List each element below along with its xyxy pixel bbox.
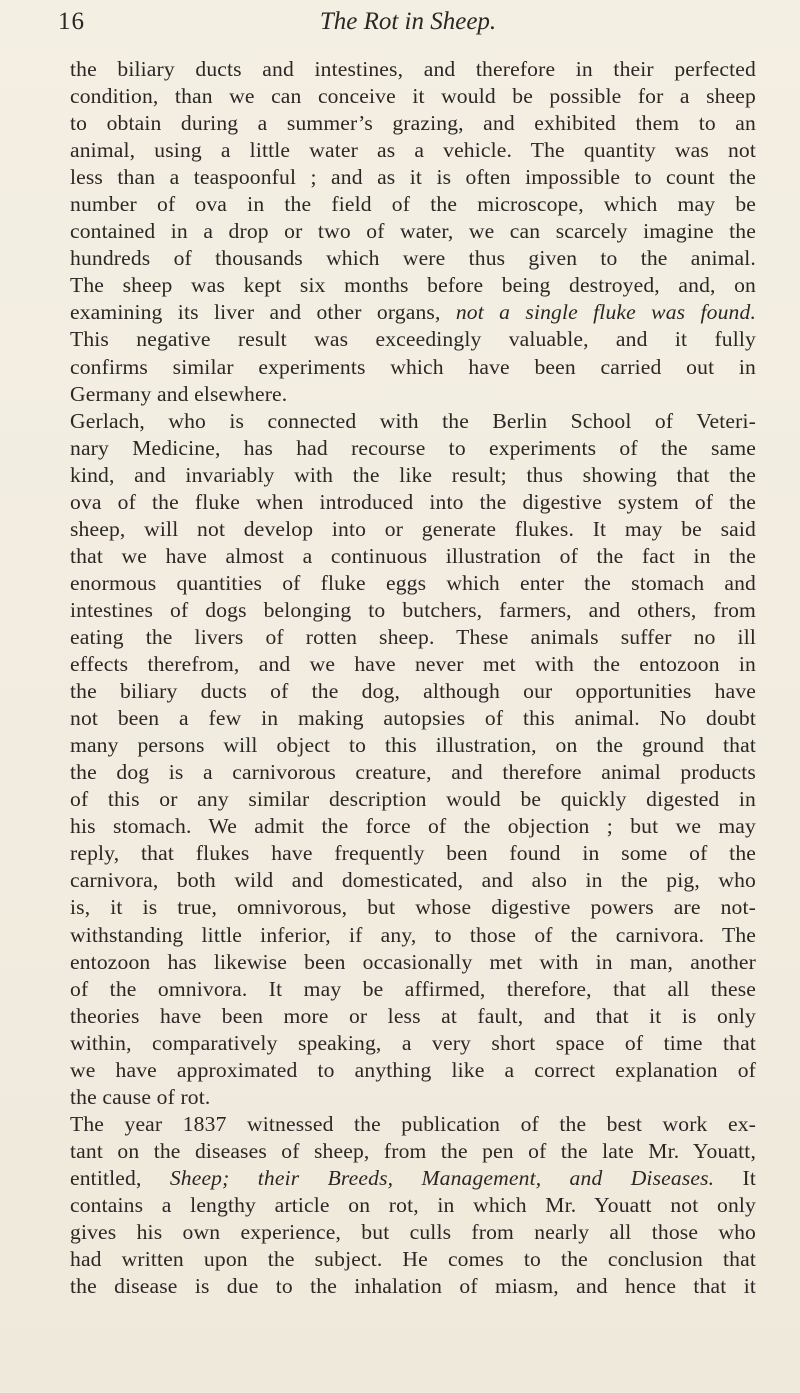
- text-line: [70, 1192, 756, 1219]
- text-line: [70, 624, 756, 651]
- text-segment: ova of the fluke when introduced into the digestive system of the: [70, 489, 756, 514]
- text-segment: sheep, will not develop into or generate flukes. It may be said: [70, 516, 756, 541]
- text-line: [70, 83, 756, 110]
- text-line: [70, 1030, 756, 1057]
- text-line: [70, 218, 756, 245]
- text-segment: examining its liver and other organs,: [70, 300, 456, 325]
- text-line: [70, 705, 756, 732]
- text-line: [70, 1165, 756, 1192]
- text-line: [70, 408, 756, 435]
- text-line: [70, 56, 756, 83]
- text-segment: animal, using a little water as a vehicle. The quantity was not: [70, 138, 756, 163]
- italic-text: Sheep; their Breeds, Management, and Diseases.: [169, 1165, 715, 1190]
- text-line: [70, 976, 756, 1003]
- text-segment: This negative result was exceedingly valuable, and it fully: [70, 327, 756, 352]
- text-segment: Gerlach, who is connected with the Berlin School of Veteri-: [70, 408, 756, 433]
- text-line: [70, 272, 756, 299]
- text-segment: the biliary ducts of the dog, although our opportunities have: [70, 679, 756, 704]
- text-line: [70, 435, 756, 462]
- text-segment: Germany and elsewhere.: [70, 381, 288, 406]
- text-segment: the cause of rot.: [70, 1084, 211, 1109]
- text-segment: confirms similar experiments which have been carried out in: [70, 354, 756, 379]
- text-line: [70, 1246, 756, 1273]
- text-segment: contained in a drop or two of water, we can scarcely imagine the: [70, 219, 756, 244]
- text-segment: theories have been more or less at fault, and that it is only: [70, 1003, 756, 1028]
- text-line: [70, 110, 756, 137]
- text-line: [70, 1138, 756, 1165]
- text-line: [70, 245, 756, 272]
- text-segment: the disease is due to the inhalation of miasm, and hence that it: [70, 1274, 756, 1299]
- text-segment: many persons will object to this illustration, on the ground that: [70, 733, 756, 758]
- text-line: [70, 462, 756, 489]
- text-line: [70, 678, 756, 705]
- text-line: [70, 1219, 756, 1246]
- text-line: [70, 191, 756, 218]
- text-segment: eating the livers of rotten sheep. These animals suffer no ill: [70, 624, 756, 649]
- text-line: [70, 164, 756, 191]
- text-segment: gives his own experience, but culls from nearly all those who: [70, 1220, 756, 1245]
- text-line: [70, 354, 756, 381]
- text-segment: condition, than we can conceive it would be possible for a sheep: [70, 84, 756, 109]
- text-line: [70, 299, 756, 326]
- text-segment: It: [714, 1165, 756, 1190]
- text-segment: carnivora, both wild and domesticated, and also in the pig, who: [70, 868, 756, 893]
- text-line: [70, 381, 756, 408]
- text-line: [70, 840, 756, 867]
- text-segment: that we have almost a continuous illustration of the fact in the: [70, 543, 756, 568]
- text-segment: tant on the diseases of sheep, from the pen of the late Mr. Youatt,: [70, 1138, 756, 1163]
- text-segment: his stomach. We admit the force of the objection ; but we may: [70, 814, 756, 839]
- text-line: [70, 1084, 756, 1111]
- running-title: The Rot in Sheep.: [319, 8, 497, 35]
- text-segment: had written upon the subject. He comes to the conclusion that: [70, 1247, 756, 1272]
- text-line: [70, 732, 756, 759]
- text-segment: reply, that flukes have frequently been found in some of the: [70, 841, 756, 866]
- text-line: [70, 786, 756, 813]
- text-line: [70, 1111, 756, 1138]
- text-segment: hundreds of thousands which were thus given to the animal.: [70, 246, 756, 271]
- text-line: [70, 759, 756, 786]
- text-segment: the biliary ducts and intestines, and therefore in their perfected: [70, 57, 756, 81]
- text-line: [70, 597, 756, 624]
- text-segment: is, it is true, omnivorous, but whose digestive powers are not-: [70, 895, 756, 920]
- text-segment: The sheep was kept six months before being destroyed, and, on: [70, 273, 756, 298]
- text-segment: intestines of dogs belonging to butchers, farmers, and others, from: [70, 597, 756, 622]
- text-segment: entozoon has likewise been occasionally met with in man, another: [70, 949, 756, 974]
- text-segment: within, comparatively speaking, a very short space of time that: [70, 1030, 756, 1055]
- text-line: [70, 326, 756, 353]
- text-line: [70, 489, 756, 516]
- body-text: [70, 56, 756, 1300]
- text-segment: to obtain during a summer’s grazing, and exhibited them to an: [70, 111, 756, 136]
- page-header: [58, 8, 758, 42]
- text-segment: effects therefrom, and we have never met with the entozoon in: [70, 652, 756, 677]
- italic-text: not a single fluke was found.: [455, 300, 756, 325]
- text-line: [70, 137, 756, 164]
- text-line: [70, 543, 756, 570]
- text-segment: the dog is a carnivorous creature, and therefore animal products: [70, 760, 756, 785]
- text-segment: enormous quantities of fluke eggs which enter the stomach and: [70, 570, 756, 595]
- text-segment: less than a teaspoonful ; and as it is often impossible to count the: [70, 165, 756, 190]
- text-line: [70, 867, 756, 894]
- text-line: [70, 651, 756, 678]
- text-segment: not been a few in making autopsies of this animal. No doubt: [70, 706, 756, 731]
- text-segment: nary Medicine, has had recourse to experiments of the same: [70, 435, 756, 460]
- text-segment: entitled,: [70, 1165, 170, 1190]
- text-segment: of the omnivora. It may be affirmed, therefore, that all these: [70, 976, 756, 1001]
- text-line: [70, 894, 756, 921]
- text-segment: number of ova in the field of the microscope, which may be: [70, 192, 756, 217]
- text-segment: withstanding little inferior, if any, to those of the carnivora. The: [70, 922, 756, 947]
- text-segment: kind, and invariably with the like result; thus showing that the: [70, 462, 756, 487]
- text-line: [70, 922, 756, 949]
- text-line: [70, 1273, 756, 1300]
- text-line: [70, 813, 756, 840]
- text-line: [70, 1003, 756, 1030]
- text-segment: we have approximated to anything like a correct explanation of: [70, 1057, 756, 1082]
- text-line: [70, 570, 756, 597]
- page-number: 16: [58, 8, 85, 35]
- text-segment: of this or any similar description would be quickly digested in: [70, 787, 756, 812]
- text-line: [70, 1057, 756, 1084]
- text-segment: The year 1837 witnessed the publication of the best work ex-: [70, 1111, 756, 1136]
- text-line: [70, 949, 756, 976]
- text-segment: contains a lengthy article on rot, in which Mr. Youatt not only: [70, 1192, 756, 1217]
- text-line: [70, 516, 756, 543]
